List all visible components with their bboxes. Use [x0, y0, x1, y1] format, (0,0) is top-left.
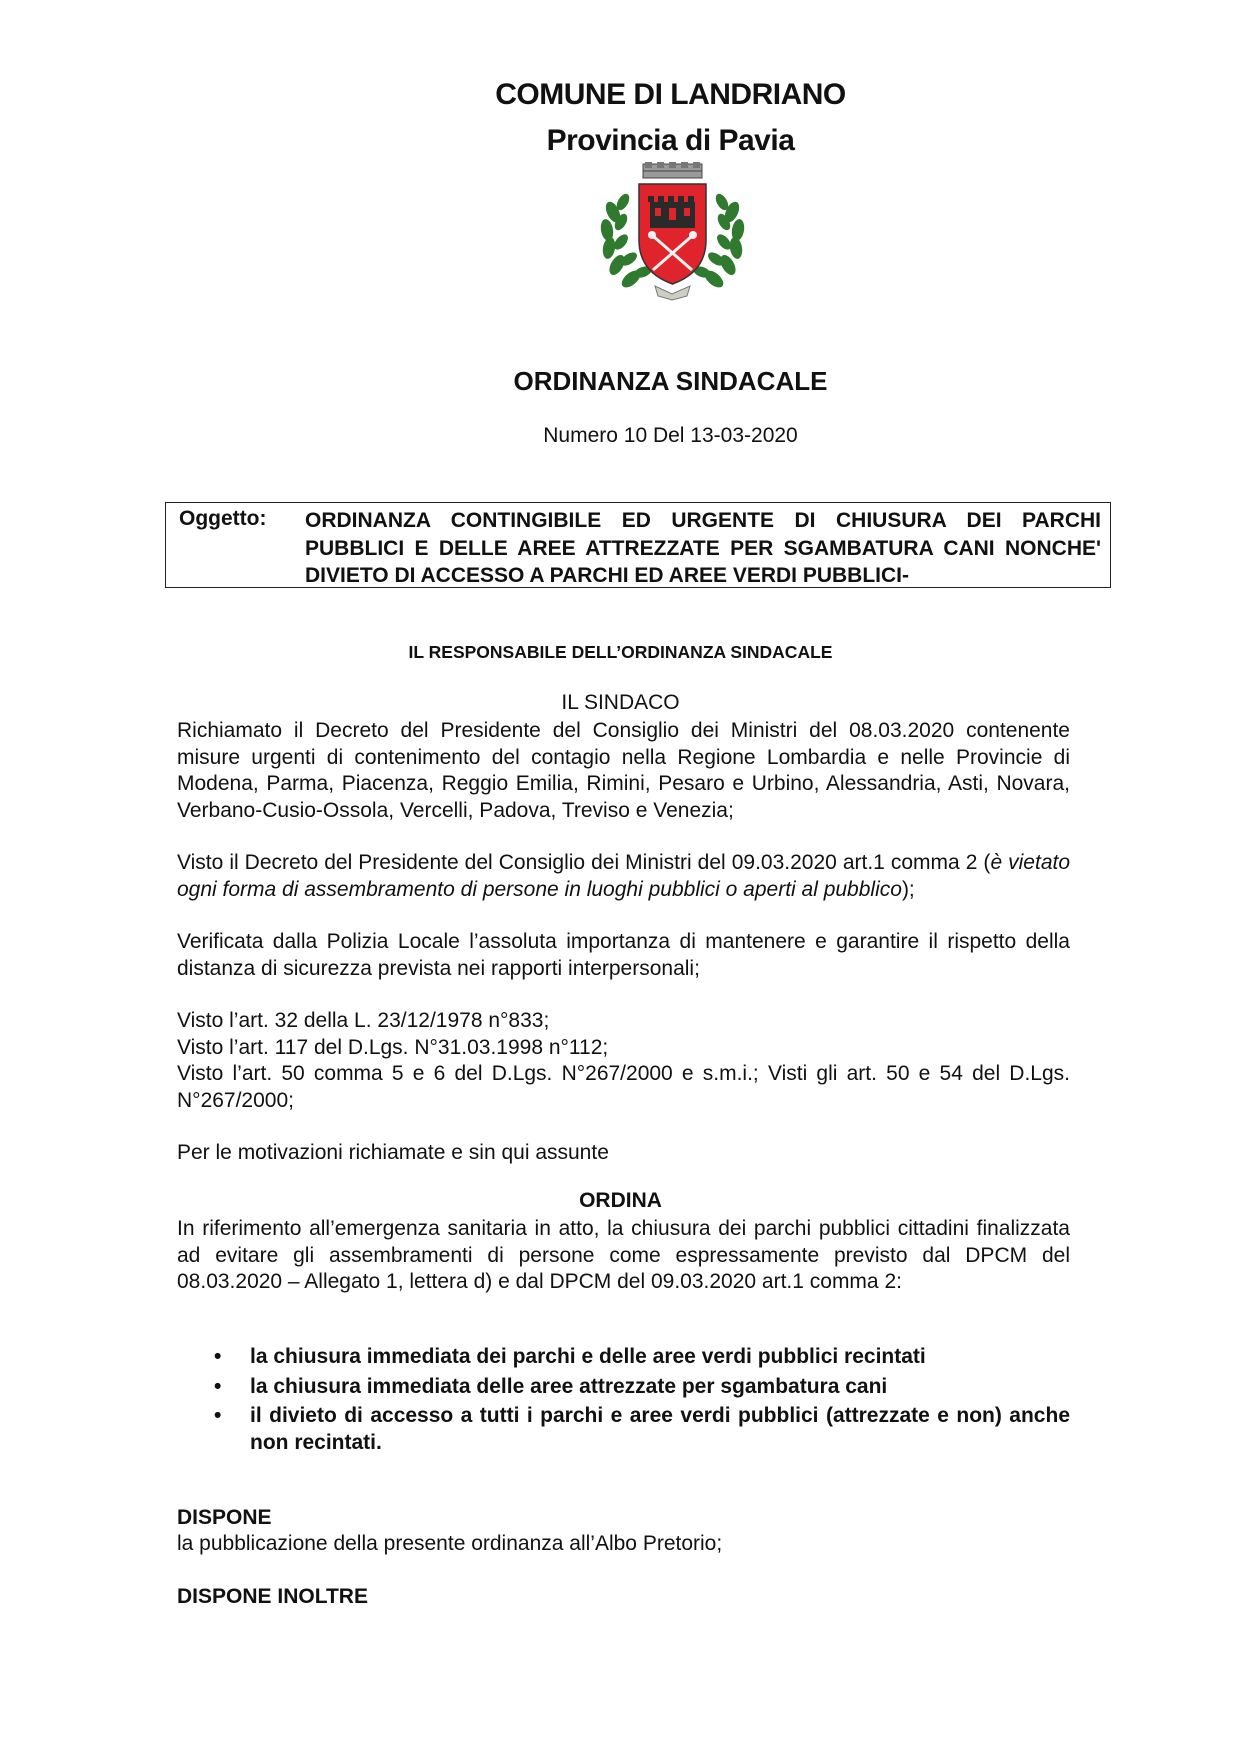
dispone-inoltre-heading: DISPONE INOLTRE	[177, 1585, 368, 1608]
subject-box	[165, 502, 1111, 588]
paragraph-verificata: Verificata dalla Polizia Locale l’assoluta importanza di mantenere e garantire il rispetto della distanza di sicurezza prevista nei rapporti interpersonali;	[177, 930, 1070, 980]
ordina-text: In riferimento all’emergenza sanitaria in atto, la chiusura dei parchi pubblici cittadini finalizzata ad evitare gli assembramenti di persone come espressamente previsto dal DPCM del 08.03.2020 – Allegato 1, lettera d) e dal DPCM del 09.03.2020 art.1 comma 2:	[177, 1217, 1070, 1293]
visto-art-117: Visto l’art. 117 del D.Lgs. N°31.03.1998 n°112;	[177, 1035, 609, 1059]
coat-of-arms-icon	[595, 162, 750, 302]
ordina-heading: ORDINA	[579, 1189, 662, 1212]
municipality-title: COMUNE DI LANDRIANO	[495, 78, 846, 111]
province-title: Provincia di Pavia	[546, 124, 795, 157]
subject-label: Oggetto:	[179, 507, 267, 530]
visto-art-32: Visto l’art. 32 della L. 23/12/1978 n°833;	[177, 1009, 550, 1032]
paragraph-motivazioni: Per le motivazioni richiamate e sin qui assunte	[177, 1141, 609, 1164]
list-item: • la chiusura immediata dei parchi e delle aree verdi pubblici recintati	[210, 1344, 1070, 1371]
p2-start: Visto il Decreto del Presidente del Consiglio dei Ministri del 09.03.2020 art.1 comma 2 (	[177, 851, 991, 874]
document-number-date: Numero 10 Del 13-03-2020	[543, 424, 798, 447]
paragraph-visto-dpcm	[177, 850, 1070, 903]
crown	[643, 162, 702, 178]
p2-italic: è vietato ogni forma di assembramento di persone in luoghi pubblici o aperti al pubblico	[177, 851, 1071, 901]
subject-text: ORDINANZA CONTINGIBILE ED URGENTE DI CHIUSURA DEI PARCHI PUBBLICI E DELLE AREE ATTREZZATE PER SGAMBATURA CANI NONCHE' DIVIETO DI ACCESSO A PARCHI ED AREE VERDI PUBBLICI-	[305, 509, 1101, 587]
paragraph-visto-art	[177, 1008, 1070, 1114]
paragraph-richiamato: Richiamato il Decreto del Presidente del Consiglio dei Ministri del 08.03.2020 contenente misure urgenti di contenimento del contagio nella Regione Lombardia e nelle Provincie di Modena, Parma, Piacenza, Reggio Emilia, Rimini, Pesaro e Urbino, Alessandria, Asti, Novara, Verbano-Cusio-Ossola, Vercelli, Padova, Treviso e Venezia;	[177, 719, 1070, 822]
p2-end: );	[901, 877, 915, 901]
dispone-text: la pubblicazione della presente ordinanza all’Albo Pretorio;	[177, 1532, 723, 1555]
responsible-heading: IL RESPONSABILE DELL’ORDINANZA SINDACALE	[408, 642, 833, 662]
document-title: ORDINANZA SINDACALE	[513, 366, 828, 396]
mayor-heading: IL SINDACO	[561, 691, 680, 714]
dispone-heading: DISPONE	[177, 1506, 272, 1529]
visto-art-50: Visto l’art. 50 comma 5 e 6 del D.Lgs. N°267/2000 e s.m.i.; Visti gli art. 50 e 54 del D.Lgs. N°267/2000;	[177, 1062, 1070, 1112]
list-item: • il divieto di accesso a tutti i parchi e aree verdi pubblici (attrezzate e non) anche non recintati.	[210, 1403, 1070, 1456]
list-item: • la chiusura immediata delle aree attrezzate per sgambatura cani	[210, 1374, 1070, 1401]
ordina-list	[210, 1344, 1070, 1459]
